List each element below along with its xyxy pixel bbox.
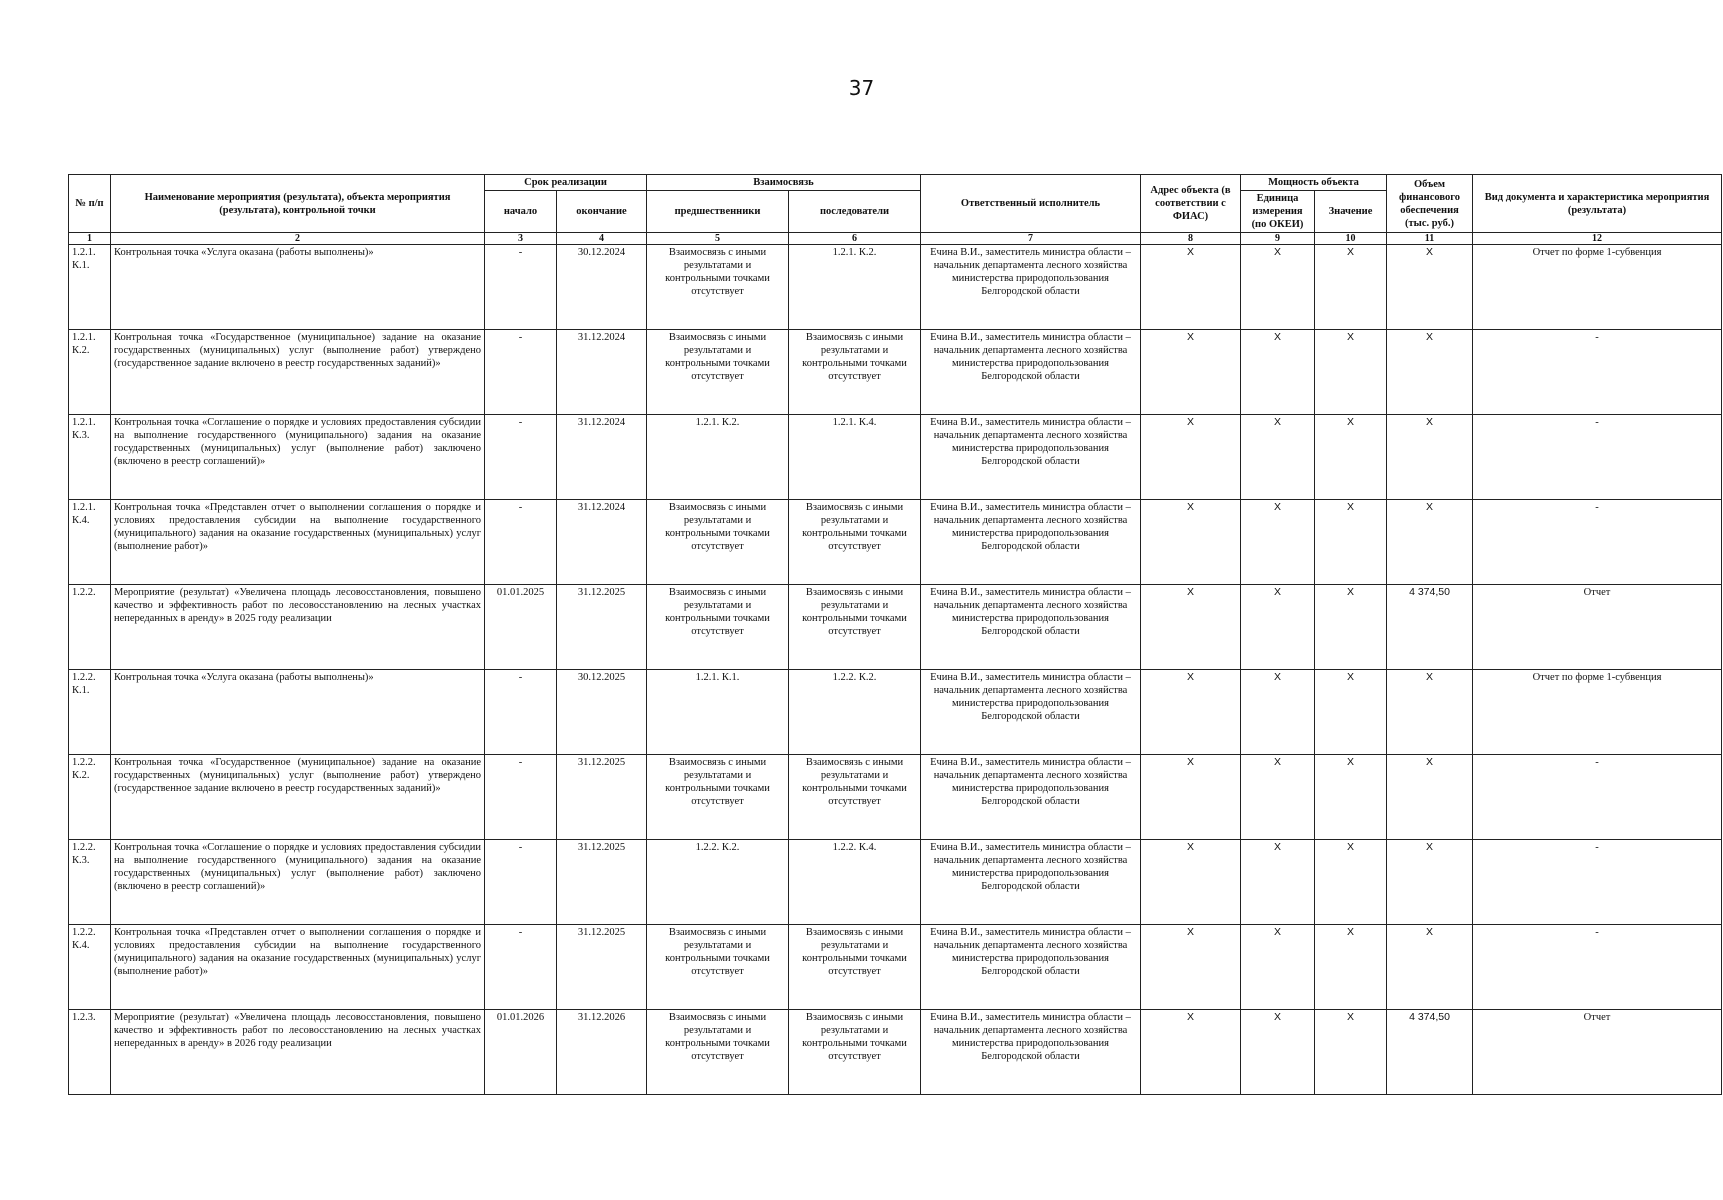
- start-date: -: [485, 840, 557, 925]
- finance-amount: X: [1387, 500, 1473, 585]
- row-number: 1.2.1. К.1.: [69, 245, 111, 330]
- capacity-value: X: [1315, 670, 1387, 755]
- capacity-unit: X: [1241, 840, 1315, 925]
- table-row: [69, 585, 1722, 670]
- column-number: 9: [1241, 233, 1315, 245]
- item-name: Мероприятие (результат) «Увеличена площадь лесовосстановления, повышено качество и эффективность работ по лесовосстановлению на лесных участках непереданных в аренду» в 2026 году реализации: [111, 1010, 485, 1095]
- object-address: X: [1141, 670, 1241, 755]
- predecessors: Взаимосвязь с иными результатами и контрольными точками отсутствует: [647, 585, 789, 670]
- table-row: [69, 330, 1722, 415]
- row-number: 1.2.1. К.4.: [69, 500, 111, 585]
- header-executor: Ответственный исполнитель: [921, 175, 1141, 233]
- header-num: № п/п: [69, 175, 111, 233]
- capacity-value: X: [1315, 500, 1387, 585]
- predecessors: Взаимосвязь с иными результатами и контрольными точками отсутствует: [647, 500, 789, 585]
- capacity-unit: X: [1241, 925, 1315, 1010]
- document-type: -: [1473, 330, 1722, 415]
- predecessors: Взаимосвязь с иными результатами и контрольными точками отсутствует: [647, 1010, 789, 1095]
- table-row: [69, 415, 1722, 500]
- capacity-value: X: [1315, 1010, 1387, 1095]
- column-number: 5: [647, 233, 789, 245]
- object-address: X: [1141, 245, 1241, 330]
- table-row: [69, 1010, 1722, 1095]
- executor: Ечина В.И., заместитель министра области – начальник департамента лесного хозяйства министерства природопользования Белгородской области: [921, 415, 1141, 500]
- column-number: 4: [557, 233, 647, 245]
- object-address: X: [1141, 415, 1241, 500]
- column-number: 2: [111, 233, 485, 245]
- header-doc: Вид документа и характеристика мероприятия (результата): [1473, 175, 1722, 233]
- capacity-value: X: [1315, 245, 1387, 330]
- start-date: 01.01.2026: [485, 1010, 557, 1095]
- header-finance: Объем финансового обеспечения (тыс. руб.): [1387, 175, 1473, 233]
- table-row: [69, 925, 1722, 1010]
- end-date: 31.12.2024: [557, 330, 647, 415]
- finance-amount: X: [1387, 755, 1473, 840]
- start-date: -: [485, 330, 557, 415]
- finance-amount: X: [1387, 840, 1473, 925]
- predecessors: 1.2.1. К.1.: [647, 670, 789, 755]
- executor: Ечина В.И., заместитель министра области – начальник департамента лесного хозяйства министерства природопользования Белгородской области: [921, 330, 1141, 415]
- capacity-unit: X: [1241, 330, 1315, 415]
- implementation-plan-table: [68, 174, 1722, 1095]
- page-number: 37: [848, 76, 875, 100]
- object-address: X: [1141, 330, 1241, 415]
- document-type: -: [1473, 840, 1722, 925]
- row-number: 1.2.2. К.3.: [69, 840, 111, 925]
- header-successors: последователи: [789, 191, 921, 233]
- end-date: 31.12.2025: [557, 840, 647, 925]
- row-number: 1.2.2. К.4.: [69, 925, 111, 1010]
- document-type: -: [1473, 755, 1722, 840]
- header-name: Наименование мероприятия (результата), объекта мероприятия (результата), контрольной точки: [111, 175, 485, 233]
- capacity-value: X: [1315, 925, 1387, 1010]
- successors: Взаимосвязь с иными результатами и контрольными точками отсутствует: [789, 330, 921, 415]
- predecessors: Взаимосвязь с иными результатами и контрольными точками отсутствует: [647, 755, 789, 840]
- column-number: 3: [485, 233, 557, 245]
- predecessors: Взаимосвязь с иными результатами и контрольными точками отсутствует: [647, 925, 789, 1010]
- row-number: 1.2.2. К.1.: [69, 670, 111, 755]
- predecessors: 1.2.2. К.2.: [647, 840, 789, 925]
- successors: Взаимосвязь с иными результатами и контрольными точками отсутствует: [789, 500, 921, 585]
- document-type: -: [1473, 500, 1722, 585]
- executor: Ечина В.И., заместитель министра области – начальник департамента лесного хозяйства министерства природопользования Белгородской области: [921, 925, 1141, 1010]
- document-type: Отчет по форме 1-субвенция: [1473, 670, 1722, 755]
- predecessors: 1.2.1. К.2.: [647, 415, 789, 500]
- start-date: -: [485, 755, 557, 840]
- object-address: X: [1141, 585, 1241, 670]
- row-number: 1.2.3.: [69, 1010, 111, 1095]
- successors: 1.2.2. К.2.: [789, 670, 921, 755]
- header-period: Срок реализации: [485, 175, 647, 191]
- capacity-value: X: [1315, 585, 1387, 670]
- table-row: [69, 840, 1722, 925]
- capacity-unit: X: [1241, 415, 1315, 500]
- object-address: X: [1141, 925, 1241, 1010]
- finance-amount: X: [1387, 330, 1473, 415]
- object-address: X: [1141, 840, 1241, 925]
- capacity-unit: X: [1241, 670, 1315, 755]
- successors: Взаимосвязь с иными результатами и контрольными точками отсутствует: [789, 755, 921, 840]
- end-date: 31.12.2025: [557, 585, 647, 670]
- document-type: -: [1473, 415, 1722, 500]
- document-type: Отчет: [1473, 585, 1722, 670]
- capacity-value: X: [1315, 755, 1387, 840]
- finance-amount: 4 374,50: [1387, 585, 1473, 670]
- item-name: Контрольная точка «Услуга оказана (работы выполнены)»: [111, 245, 485, 330]
- executor: Ечина В.И., заместитель министра области – начальник департамента лесного хозяйства министерства природопользования Белгородской области: [921, 755, 1141, 840]
- item-name: Контрольная точка «Соглашение о порядке и условиях предоставления субсидии на выполнение государственного (муниципального) задания на оказание государственных (муниципальных) услуг (выполнение работ) заключено (включено в реестр соглашений)»: [111, 840, 485, 925]
- finance-amount: X: [1387, 415, 1473, 500]
- header-link: Взаимосвязь: [647, 175, 921, 191]
- column-number: 11: [1387, 233, 1473, 245]
- end-date: 30.12.2025: [557, 670, 647, 755]
- end-date: 31.12.2025: [557, 925, 647, 1010]
- finance-amount: 4 374,50: [1387, 1010, 1473, 1095]
- header-predecessors: предшественники: [647, 191, 789, 233]
- item-name: Мероприятие (результат) «Увеличена площадь лесовосстановления, повышено качество и эффективность работ по лесовосстановлению на лесных участках непереданных в аренду» в 2025 году реализации: [111, 585, 485, 670]
- end-date: 31.12.2024: [557, 500, 647, 585]
- document-type: -: [1473, 925, 1722, 1010]
- header-value: Значение: [1315, 191, 1387, 233]
- row-number: 1.2.1. К.3.: [69, 415, 111, 500]
- start-date: -: [485, 925, 557, 1010]
- start-date: 01.01.2025: [485, 585, 557, 670]
- end-date: 31.12.2026: [557, 1010, 647, 1095]
- row-number: 1.2.1. К.2.: [69, 330, 111, 415]
- table-row: [69, 670, 1722, 755]
- capacity-value: X: [1315, 330, 1387, 415]
- executor: Ечина В.И., заместитель министра области – начальник департамента лесного хозяйства министерства природопользования Белгородской области: [921, 245, 1141, 330]
- predecessors: Взаимосвязь с иными результатами и контрольными точками отсутствует: [647, 330, 789, 415]
- column-number: 7: [921, 233, 1141, 245]
- executor: Ечина В.И., заместитель министра области – начальник департамента лесного хозяйства министерства природопользования Белгородской области: [921, 840, 1141, 925]
- successors: 1.2.1. К.4.: [789, 415, 921, 500]
- capacity-unit: X: [1241, 755, 1315, 840]
- successors: 1.2.2. К.4.: [789, 840, 921, 925]
- start-date: -: [485, 415, 557, 500]
- row-number: 1.2.2. К.2.: [69, 755, 111, 840]
- column-number: 8: [1141, 233, 1241, 245]
- capacity-unit: X: [1241, 500, 1315, 585]
- item-name: Контрольная точка «Представлен отчет о выполнении соглашения о порядке и условиях предоставления субсидии на выполнение государственного (муниципального) задания на оказание государственных (муниципальных) услуг (выполнение работ)»: [111, 500, 485, 585]
- capacity-unit: X: [1241, 585, 1315, 670]
- item-name: Контрольная точка «Государственное (муниципальное) задание на оказание государственных (муниципальных) услуг (выполнение работ) утверждено (государственное задание включено в реестр государственных заданий)»: [111, 330, 485, 415]
- successors: Взаимосвязь с иными результатами и контрольными точками отсутствует: [789, 585, 921, 670]
- finance-amount: X: [1387, 245, 1473, 330]
- item-name: Контрольная точка «Государственное (муниципальное) задание на оказание государственных (муниципальных) услуг (выполнение работ) утверждено (государственное задание включено в реестр государственных заданий)»: [111, 755, 485, 840]
- end-date: 30.12.2024: [557, 245, 647, 330]
- document-type: Отчет: [1473, 1010, 1722, 1095]
- column-number: 12: [1473, 233, 1722, 245]
- header-start: начало: [485, 191, 557, 233]
- document-type: Отчет по форме 1-субвенция: [1473, 245, 1722, 330]
- executor: Ечина В.И., заместитель министра области – начальник департамента лесного хозяйства министерства природопользования Белгородской области: [921, 500, 1141, 585]
- header-address: Адрес объекта (в соответствии с ФИАС): [1141, 175, 1241, 233]
- object-address: X: [1141, 500, 1241, 585]
- capacity-value: X: [1315, 840, 1387, 925]
- end-date: 31.12.2025: [557, 755, 647, 840]
- column-number: 6: [789, 233, 921, 245]
- table-row: [69, 500, 1722, 585]
- header-end: окончание: [557, 191, 647, 233]
- object-address: X: [1141, 755, 1241, 840]
- item-name: Контрольная точка «Соглашение о порядке и условиях предоставления субсидии на выполнение государственного (муниципального) задания на оказание государственных (муниципальных) услуг (выполнение работ) заключено (включено в реестр соглашений)»: [111, 415, 485, 500]
- column-number: 10: [1315, 233, 1387, 245]
- capacity-value: X: [1315, 415, 1387, 500]
- executor: Ечина В.И., заместитель министра области – начальник департамента лесного хозяйства министерства природопользования Белгородской области: [921, 585, 1141, 670]
- capacity-unit: X: [1241, 1010, 1315, 1095]
- executor: Ечина В.И., заместитель министра области – начальник департамента лесного хозяйства министерства природопользования Белгородской области: [921, 1010, 1141, 1095]
- table-row: [69, 245, 1722, 330]
- object-address: X: [1141, 1010, 1241, 1095]
- header-unit: Единица измерения (по ОКЕИ): [1241, 191, 1315, 233]
- start-date: -: [485, 245, 557, 330]
- end-date: 31.12.2024: [557, 415, 647, 500]
- finance-amount: X: [1387, 925, 1473, 1010]
- finance-amount: X: [1387, 670, 1473, 755]
- item-name: Контрольная точка «Представлен отчет о выполнении соглашения о порядке и условиях предоставления субсидии на выполнение государственного (муниципального) задания на оказание государственных (муниципальных) услуг (выполнение работ)»: [111, 925, 485, 1010]
- successors: Взаимосвязь с иными результатами и контрольными точками отсутствует: [789, 1010, 921, 1095]
- item-name: Контрольная точка «Услуга оказана (работы выполнены)»: [111, 670, 485, 755]
- predecessors: Взаимосвязь с иными результатами и контрольными точками отсутствует: [647, 245, 789, 330]
- successors: 1.2.1. К.2.: [789, 245, 921, 330]
- header-capacity: Мощность объекта: [1241, 175, 1387, 191]
- table-row: [69, 755, 1722, 840]
- capacity-unit: X: [1241, 245, 1315, 330]
- row-number: 1.2.2.: [69, 585, 111, 670]
- start-date: -: [485, 500, 557, 585]
- executor: Ечина В.И., заместитель министра области – начальник департамента лесного хозяйства министерства природопользования Белгородской области: [921, 670, 1141, 755]
- successors: Взаимосвязь с иными результатами и контрольными точками отсутствует: [789, 925, 921, 1010]
- start-date: -: [485, 670, 557, 755]
- column-number: 1: [69, 233, 111, 245]
